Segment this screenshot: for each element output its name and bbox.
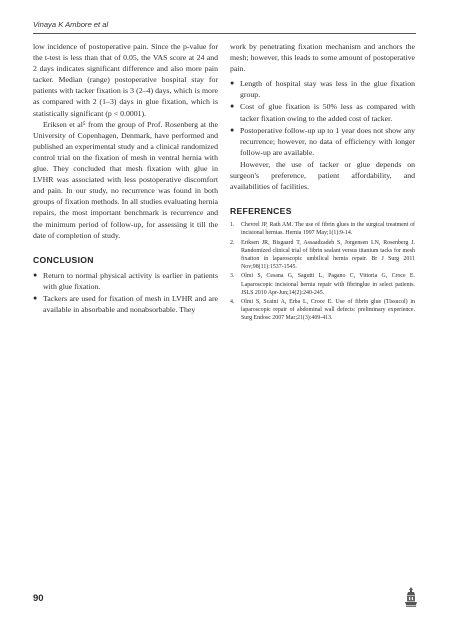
bullet-icon: ● [230, 125, 235, 134]
references-heading: REFERENCES [230, 206, 292, 217]
publisher-emblem-icon [404, 586, 418, 608]
reference-text: Eriksen JR, Bisgaard T, Assaadzadeh S, Jorgensen LN, Rosenberg J. Randomized clinical trial of fibrin sealant versus titanium tacks for mesh fixation in laparoscopic umbilical hernia repair. Br J Surg 2011 Nov;98(11):1537-1545. [241, 239, 415, 271]
right-bullet [230, 125, 415, 158]
bullet-icon: ● [230, 79, 235, 88]
reference-number: 3. [230, 273, 235, 280]
right-bullet [230, 101, 415, 123]
right-bullet-text: Postoperative follow-up up to 1 year does not show any recurrence; however, no data of efficiency with longer follow-up are available. [240, 125, 415, 157]
header-rule [33, 33, 416, 34]
right-bullet-text: Cost of glue fixation is 50% less as compared with tacker fixation owing to the added cost of tacker. [240, 102, 415, 123]
conclusion-bullet-text: Tackers are used for fixation of mesh in LVHR and are available in absorbable and nonabsorbable. They [43, 293, 218, 314]
right-bullet-list [230, 78, 415, 158]
page-number: 90 [33, 593, 44, 604]
right-paragraph-2: However, the use of tacker or glue depends on surgeon's preference, patient affordability, and availabilities of facilities. [230, 159, 415, 192]
reference-item [230, 298, 415, 323]
right-paragraph-1: work by penetrating fixation mechanism and anchors the mesh; however, this leads to some amount of postoperative pain. [230, 42, 415, 74]
references-list [230, 221, 415, 322]
reference-number: 4. [230, 299, 235, 306]
reference-text: Olmi S, Cesana G, Sagutti L, Pagano C, Vittoria G, Croce E. Laparoscopic incisional hernia repair with fibringlue in select patients. JSLS 2010 Apr-Jun;14(2):240-245. [241, 273, 415, 296]
bullet-icon: ● [33, 293, 38, 302]
conclusion-bullet [33, 270, 218, 292]
right-bullet [230, 78, 415, 100]
right-column [230, 41, 415, 324]
reference-text: Olmi S, Scaini A, Erba L, Croce E. Use of fibrin glue (Tissucol) in laparoscopic repair of abdominal wall defects: preliminary experience. Surg Endosc 2007 Mar;21(3):409-413. [241, 299, 415, 322]
right-bullet-text: Length of hospital stay was less in the glue fixation group. [240, 79, 415, 100]
reference-item [230, 272, 415, 297]
bullet-icon: ● [33, 270, 38, 279]
conclusion-bullet-text: Return to normal physical activity is earlier in patients with glue fixation. [43, 270, 218, 291]
left-paragraph-1: low incidence of postoperative pain. Since the p-value for the t-test is less than that of 0.05, the VAS score at 24 and 2 days indicates significant difference and also more pain tacker. Median (range) postoperative hospital stay for patients with tacker fixation is 3 (2–4) days, which is more as compared with 2 (1–3) days in glue fixation, which is statistically significant (p < 0.0001). [33, 42, 218, 118]
reference-number: 1. [230, 222, 235, 229]
left-paragraph-2: Eriksen et al⁵ from the group of Prof. Rosenberg at the University of Copenhagen, Denmark, have performed and published an experimental study and a clinical randomized control trial on the fixation of mesh in ventral hernia with glue. They concluded that mesh fixation with glue in LVHR was associated with less postoperative discomfort and pain. In our study, no recurrence was found in both groups of fixation methods. In all studies evaluating hernia repairs, the most important benchmark is recurrence and the minimum period of follow-up, for assessing it till the date of completion of study. [33, 119, 218, 240]
reference-item [230, 239, 415, 272]
running-title: Vinaya K Ambore et al [33, 20, 109, 29]
conclusion-bullet [33, 293, 218, 315]
left-column [33, 41, 218, 316]
reference-number: 2. [230, 239, 235, 246]
reference-text: Chevrel JP, Rath AM. The use of fibrin glues in the surgical treatment of incisional hernias. Hernia 1997 May;1(1):9-14. [241, 222, 415, 237]
conclusion-bullet-list [33, 270, 218, 315]
bullet-icon: ● [230, 102, 235, 111]
reference-item [230, 221, 415, 237]
conclusion-heading: CONCLUSION [33, 254, 94, 265]
